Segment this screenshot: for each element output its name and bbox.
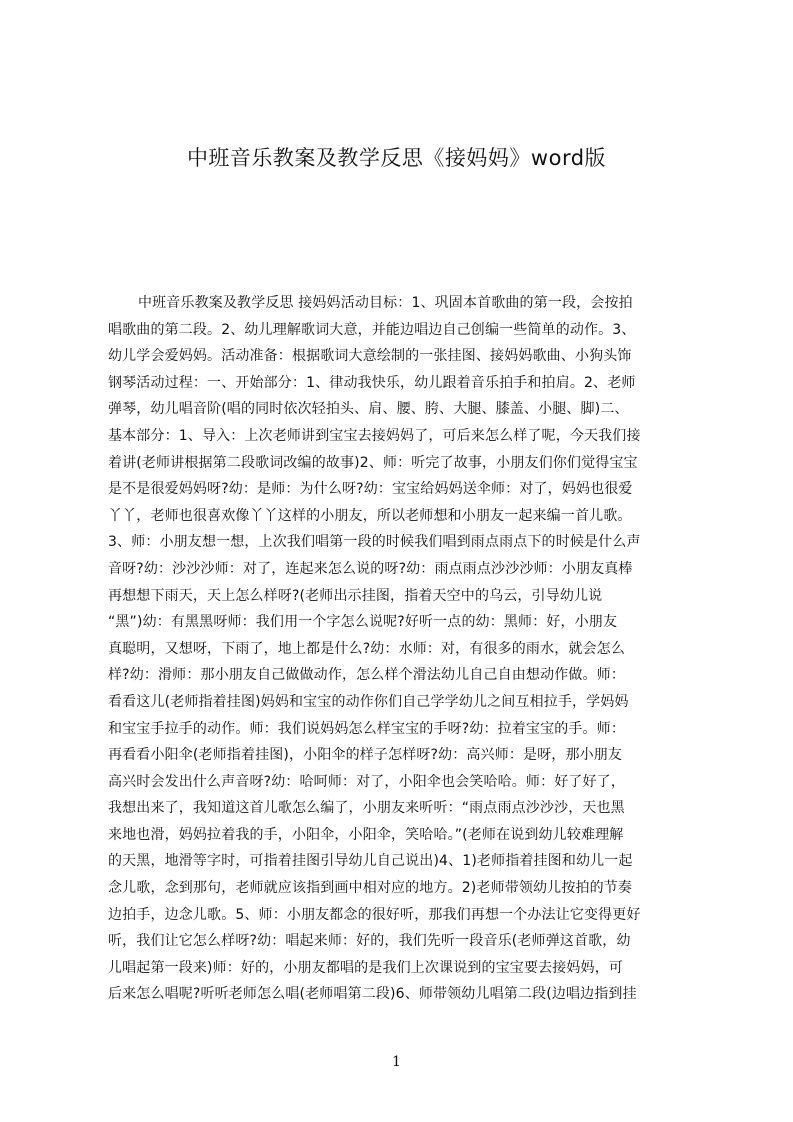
text-line: 边拍手，边念儿歌。5、师：小朋友都念的很好听，那我们再想一个办法让它变得更好 [108, 906, 641, 923]
text-line: 听，我们让它怎么样呀?幼：唱起来师：好的，我们先听一段音乐(老师弹这首歌，幼 [108, 933, 631, 950]
text-line: 和宝宝手拉手的动作。师：我们说妈妈怎么样宝宝的手呀?幼：拉着宝宝的手。师： [108, 720, 625, 737]
text-line: 来地也滑，妈妈拉着我的手，小阳伞，小阳伞，笑哈哈。”(老师在说到幼儿较难理解 [108, 826, 624, 843]
text-line: 是不是很爱妈妈呀?幼：是师：为什么呀?幼：宝宝给妈妈送伞师：对了，妈妈也很爱 [108, 481, 633, 498]
text-line: 钢琴活动过程：一、开始部分：1、律动我快乐，幼儿跟着音乐拍手和拍肩。2、老师 [108, 374, 636, 391]
text-line: 中班音乐教案及教学反思 接妈妈活动目标：1、巩固本首歌曲的第一段，会按拍 [138, 295, 633, 311]
text-line: 再想想下雨天，天上怎么样呀?(老师出示挂图，指着天空中的乌云，引导幼儿说 [108, 587, 603, 604]
text-line: 唱歌曲的第二段。2、幼儿理解歌词大意，并能边唱边自己创编一些简单的动作。3、 [108, 321, 636, 338]
text-line: 念儿歌，念到那句，老师就应该指到画中相对应的地方。2)老师带领幼儿按拍的节奏 [108, 880, 633, 897]
text-line: 丫丫，老师也很喜欢像丫丫这样的小朋友，所以老师想和小朋友一起来编一首儿歌。 [108, 507, 632, 524]
text-line: 基本部分：1、导入：上次老师讲到宝宝去接妈妈了，可后来怎么样了呢，今天我们接 [108, 427, 641, 444]
text-line: 音呀?幼：沙沙沙师：对了，连起来怎么说的呀?幼：雨点雨点沙沙沙师：小朋友真棒 [108, 560, 633, 577]
body-text [108, 290, 698, 1008]
text-line: 3、师：小朋友想一想，上次我们唱第一段的时候我们唱到雨点雨点下的时候是什么声 [108, 534, 641, 551]
page-number: 1 [392, 1054, 401, 1070]
text-line: 儿唱起第一段来)师：好的，小朋友都唱的是我们上次课说到的宝宝要去接妈妈，可 [108, 959, 624, 976]
text-line: 高兴时会发出什么声音呀?幼：哈呵师：对了，小阳伞也会笑哈哈。师：好了好了， [108, 773, 625, 790]
document-title: 中班音乐教案及教学反思《接妈妈》word版 [186, 146, 607, 170]
text-line: 再看看小阳伞(老师指着挂图)，小阳伞的样子怎样呀?幼：高兴师：是呀，那小朋友 [108, 747, 623, 764]
text-line: 看看这儿(老师指着挂图)妈妈和宝宝的动作你们自己学学幼儿之间互相拉手，学妈妈 [108, 693, 629, 710]
text-line: 样?幼：滑师：那小朋友自己做做动作，怎么样个滑法幼儿自己自由想动作做。师： [108, 667, 625, 684]
text-line: 幼儿学会爱妈妈。活动准备：根据歌词大意绘制的一张挂图、接妈妈歌曲、小狗头饰 [108, 348, 632, 365]
text-line: 我想出来了，我知道这首儿歌怎么编了，小朋友来听听：“雨点雨点沙沙沙，天也黑 [108, 800, 625, 817]
text-line: 后来怎么唱呢?听听老师怎么唱(老师唱第二段)6、师带领幼儿唱第二段(边唱边指到挂 [108, 986, 637, 1003]
text-line: “黑”)幼：有黑黑呀师：我们用一个字怎么说呢?好听一点的幼：黑师：好，小朋友 [108, 614, 618, 631]
text-line: 的天黑，地滑等字时，可指着挂图引导幼儿自己说出)4、1)老师指着挂图和幼儿一起 [108, 853, 633, 870]
text-line: 着讲(老师讲根据第二段歌词改编的故事)2、师：听完了故事，小朋友们你们觉得宝宝 [108, 454, 638, 471]
text-line: 弹琴，幼儿唱音阶(唱的同时依次轻拍头、肩、腰、胯、大腿、膝盖、小腿、脚)二、 [108, 401, 629, 418]
text-line: 真聪明，又想呀，下雨了，地上都是什么?幼：水师：对，有很多的雨水，就会怎么 [108, 640, 625, 657]
